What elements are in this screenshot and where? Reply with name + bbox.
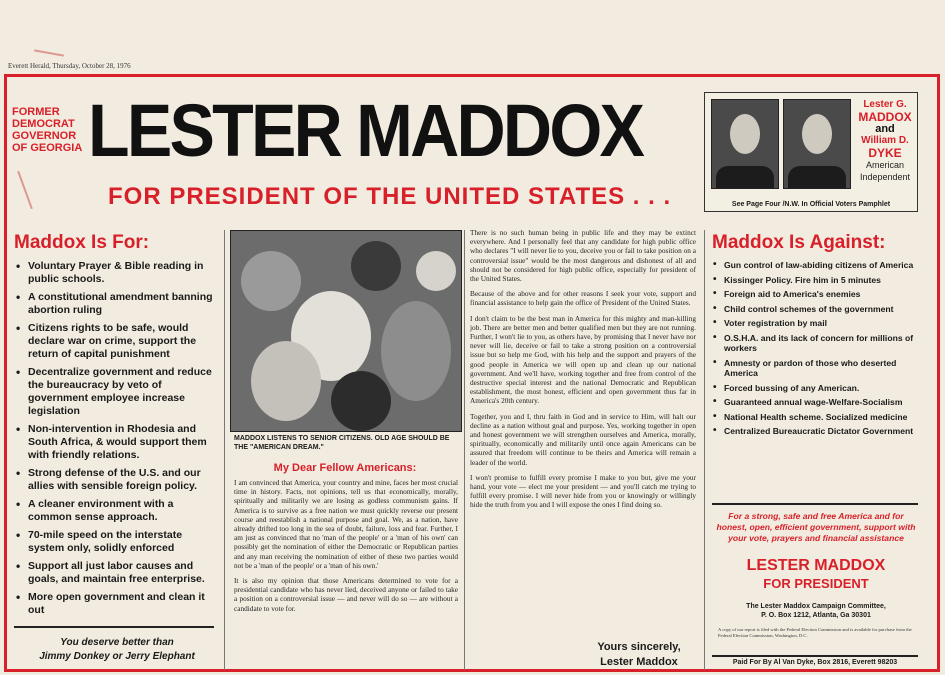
portrait-suit (716, 166, 774, 188)
list-item: • National Health scheme. Socialized medicine (712, 412, 920, 423)
against-column (712, 232, 920, 441)
letter-paragraph: There is no such human being in public life and they may be extinct everywhere. And I personally feel that any candidate for high public office who declares "I will never lie to you, deceive you or fail to take position on a controversial issue" would be the most dangerous and dishonest of all and should not be considered for high public office, especially for president of the United States. (470, 228, 696, 284)
column-rule (464, 230, 465, 670)
subheadline: FOR PRESIDENT OF THE UNITED STATES . . . (108, 183, 672, 210)
paid-for-notice: Paid For By Al Van Dyke, Box 2816, Everett 98203 (712, 655, 918, 666)
list-item: • Decentralize government and reduce the bureaucracy by veto of government employee increase legislation (14, 366, 220, 418)
list-item: • More open government and clean it out (14, 591, 220, 617)
letter-greeting: My Dear Fellow Americans: (273, 462, 417, 474)
committee-line: P. O. Box 1212, Atlanta, Ga 30301 (761, 612, 871, 619)
footer-title (714, 557, 918, 593)
red-scratch-mark (34, 49, 64, 56)
list-item: • Support all just labor causes and goals, and maintain free enterprise. (14, 560, 220, 586)
committee-address (714, 602, 918, 620)
letter-column-2 (470, 228, 696, 638)
for-list (14, 260, 220, 617)
photo-shape (416, 251, 456, 291)
list-item: • Child control schemes of the government (712, 304, 920, 315)
list-item: • Gun control of law-abiding citizens of America (712, 260, 920, 271)
candidate-line: DYKE (868, 146, 902, 160)
for-column-title: Maddox Is For: (14, 232, 150, 253)
photo-shape (241, 251, 301, 311)
tagline-line: You deserve better than (60, 637, 174, 648)
list-item: • 70-mile speed on the interstate system only, solidly enforced (14, 529, 220, 555)
letter-closing (584, 640, 694, 670)
tagline-line: Jimmy Donkey or Jerry Elephant (39, 651, 195, 662)
column-rule (704, 230, 705, 670)
appeal-text: For a strong, safe and free America and for honest, open, efficient government, support with your vote, prayers and financial assistance (716, 511, 916, 543)
letter-paragraph: I won't promise to fulfill every promise I make to you but, give me your hand, your vote — elect me your president — and you'll catch me trying to fulfill every promise. I will never hide from you or knowingly or willingly hide the truth from you and I will expose the ones I find doing so. (470, 472, 696, 510)
candidate-names (853, 99, 917, 183)
former-line: DEMOCRAT (12, 118, 75, 130)
letter-paragraph: I am convinced that America, your country and mine, faces her most crucial time in history. Facts, not opinions, tell us that economically, morally, spiritually and militarily we are losing as godless communism gains. If America is to survive as a free nation we must quickly reverse our present course and reestablish a national purpose and goal. We, as a nation, have already drifted too long in the sea of doubt, failure, loss and fear. Further, I am just as convinced that no 'man of the people' or a 'man of his own' can possibly get the nomination of either the Democratic or Republican parties and any man receiving the nomination of either of these two parties would not be a 'man of the people' or a 'man of his own.' (234, 478, 458, 570)
former-line: GOVERNOR (12, 130, 77, 142)
list-item: • Non-intervention in Rhodesia and South Africa, & would support them with friendly relations. (14, 423, 220, 462)
fine-print: A copy of our report is filed with the Federal Election Commission and is available for purchase from the Federal Election Commission, Washington, D.C. (718, 627, 912, 638)
former-line: FORMER (12, 106, 60, 118)
list-item: • Voluntary Prayer & Bible reading in public schools. (14, 260, 220, 286)
closing-salutation: Yours sincerely, (597, 641, 681, 653)
candidate-line: Independent (859, 172, 911, 182)
list-item: • Strong defense of the U.S. and our allies with sensible foreign policy. (14, 467, 220, 493)
tagline (14, 636, 220, 664)
list-item: • Forced bussing of any American. (712, 383, 920, 394)
dyke-portrait (783, 99, 851, 189)
against-list (712, 260, 920, 437)
candidate-line: William D. (861, 135, 909, 146)
list-item: • Centralized Bureaucratic Dictator Government (712, 426, 920, 437)
list-item: • Kissinger Policy. Fire him in 5 minutes (712, 275, 920, 286)
committee-line: The Lester Maddox Campaign Committee, (746, 603, 886, 610)
letter-paragraph: Because of the above and for other reasons I seek your vote, support and financial assistance to help gain the office of President of the United States. (470, 289, 696, 308)
letter-column-1 (234, 478, 458, 668)
divider (712, 503, 918, 505)
senior-citizens-photo (230, 230, 462, 432)
candidate-line: Lester G. (863, 99, 907, 110)
photo-shape (331, 371, 391, 431)
closing-signature: Lester Maddox (600, 656, 678, 668)
former-governor-label (12, 106, 84, 154)
letter-paragraph: It is also my opinion that those Americans determined to vote for a presidential candidate who has never lied, deceived anyone or failed to take a position on a controversial issue — and never will do so — are without a candidate to vote for. (234, 576, 458, 613)
photo-shape (381, 301, 451, 401)
maddox-portrait (711, 99, 779, 189)
candidate-line: MADDOX (858, 110, 912, 124)
column-rule (224, 230, 225, 670)
portrait-face (802, 114, 832, 154)
candidate-line: and (875, 123, 895, 135)
candidates-box (704, 92, 918, 212)
footer-office: FOR PRESIDENT (763, 576, 869, 591)
list-item: • Voter registration by mail (712, 318, 920, 329)
headline: LESTER MADDOX (88, 89, 643, 172)
divider (14, 626, 214, 628)
list-item: • Citizens rights to be safe, would declare war on crime, support the return of capital punishment (14, 322, 220, 361)
list-item: • A constitutional amendment banning abortion ruling (14, 291, 220, 317)
list-item: • Guaranteed annual wage-Welfare-Socialism (712, 397, 920, 408)
portrait-suit (788, 166, 846, 188)
photo-caption: MADDOX LISTENS TO SENIOR CITIZENS. OLD AGE SHOULD BE THE "AMERICAN DREAM." (234, 435, 450, 451)
pamphlet-note: See Page Four /N.W. In Official Voters Pamphlet (731, 201, 891, 208)
candidate-line: American (865, 160, 904, 170)
footer-name: LESTER MADDOX (746, 557, 886, 574)
list-item: • Foreign aid to America's enemies (712, 289, 920, 300)
against-column-title: Maddox Is Against: (712, 232, 886, 253)
list-item: • Amnesty or pardon of those who deserted America (712, 358, 920, 379)
former-line: OF GEORGIA (12, 142, 83, 154)
list-item: • O.S.H.A. and its lack of concern for millions of workers (712, 333, 920, 354)
portrait-face (730, 114, 760, 154)
letter-paragraph: I don't claim to be the best man in America for this mighty and man-killing job. There are better men and better qualified men but they are not running. Further, I won't lie to you, as others have, by promising that I never have nor never will lie, deceive or fail to take a strong position on a controversial issue but so help me God, with his help and the support and prayers of the good people in America we will open up and clean up our national government. And we'll have, working together and free from control of the destructive special interest and the national Democratic and Republican establishment, the most honest, efficient and open government thus far in America's 20th century. (470, 313, 696, 406)
list-item: • A cleaner environment with a common sense approach. (14, 498, 220, 524)
for-column (14, 232, 220, 622)
letter-paragraph: Together, you and I, thru faith in God and in service to Him, will halt our decline as a nation without goal and purpose. Yes, working together in open and honest government we will strengthen ourselves and America, morally, spiritually, economically and militarily until once again Americans can be assured that freedom will continue to be theirs and America will remain a leader of the world. (470, 411, 696, 467)
dateline: Everett Herald, Thursday, October 28, 1976 (8, 62, 131, 70)
photo-shape (351, 241, 401, 291)
photo-shape (251, 341, 321, 421)
